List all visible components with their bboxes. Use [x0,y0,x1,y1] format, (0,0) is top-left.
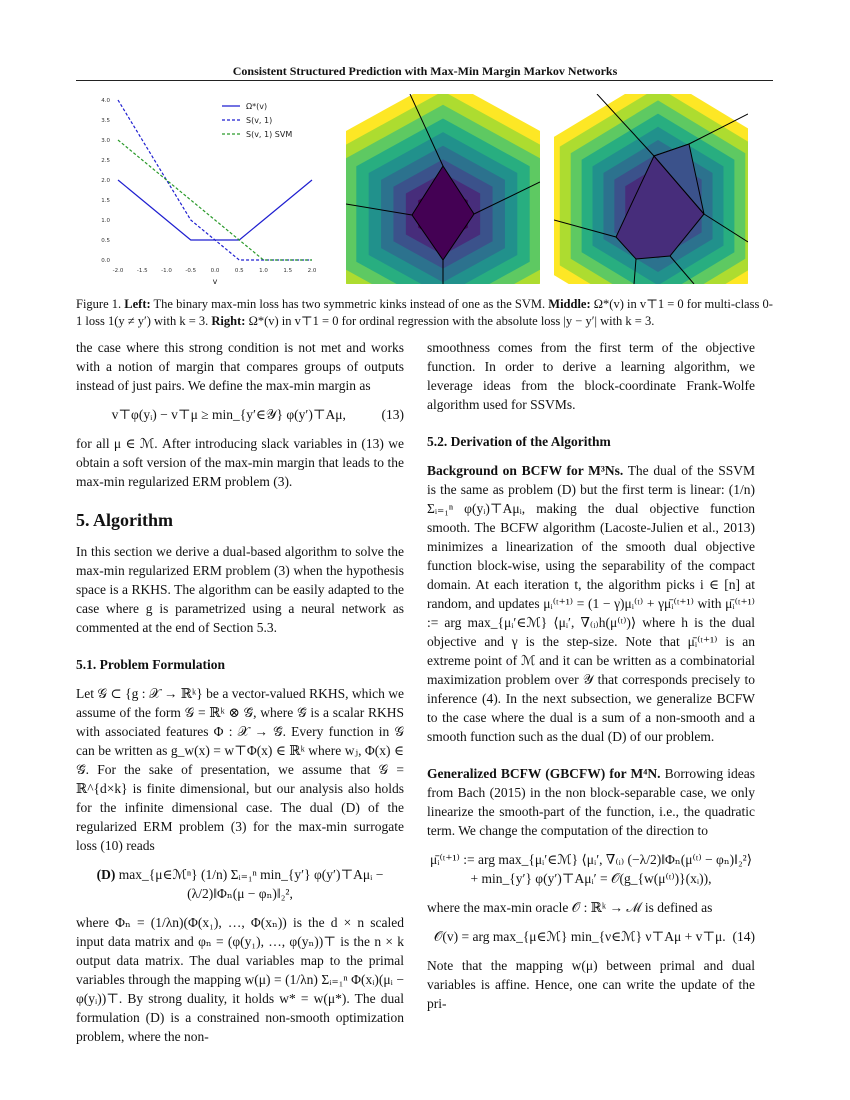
multiclass-omega-plot [346,94,540,284]
paragraph: smoothness comes from the first term of the objective function. In order to derive a learning algorithm, we leverage ideas from the block-coordinate Frank-Wolfe algorithm used for SSVMs. [427,340,755,412]
paragraph [427,461,755,746]
right-column [427,338,755,1013]
equation-body: max_{μ∈ℳⁿ} (1/n) Σᵢ₌₁ⁿ min_{y′} φ(y′)⊤Aμᵢ − (λ/2)‖Φₙ(μ − φₙ)‖₂², [118,867,384,901]
y-tick-label: 0.0 [101,258,110,264]
y-tick-label: 3.5 [101,118,110,124]
left-column [76,338,404,1046]
caption-right-label: Right: [211,314,246,328]
subsection-title: 5.2. Derivation of the Algorithm [427,434,611,449]
legend-label: S(v, 1) [246,116,273,125]
caption-left-text: The binary max-min loss has two symmetric kinks instead of one as the SVM. [153,297,546,311]
running-title: Consistent Structured Prediction with Max-Min Margin Markov Networks [232,64,618,78]
paragraph: where Φₙ = (1/λn)(Φ(x₁), …, Φ(xₙ)) is the d × n scaled input data matrix and φₙ = (φ(y₁), …, φ(yₙ))⊤ is the n × k output data matrix. The dual variables map to the primal variables through the mapping w(μ) = (1/λn) Σᵢ₌₁ⁿ Φ(xᵢ)(μᵢ − φ(yᵢ))⊤. By strong duality, it holds w* = w(μ*). The dual formulation (D) is a constrained non-smooth optimization problem, where the non- [76,915,404,1044]
x-tick-label: -1.0 [161,268,172,274]
equation-body: 𝒪(v) = arg max_{μ∈ℳ} min_{ν∈ℳ} ν⊤Aμ + v⊤μ. [433,929,726,944]
x-tick-label: -2.0 [112,268,124,274]
paragraph: the case where this strong condition is not met and works with a notion of margin that compares groups of outputs instead of just pairs. We define the max-min margin as [76,340,404,393]
series-line [118,100,312,260]
caption-left-label: Left: [124,297,151,311]
caption-middle-label: Middle: [548,297,591,311]
subsection-title: 5.1. Problem Formulation [76,657,225,672]
x-tick-label: -1.5 [136,268,148,274]
figure-caption [76,296,773,330]
x-tick-label: -0.5 [185,268,197,274]
equation-13 [76,405,404,424]
equation-line: μ̄ᵢ⁽ᵗ⁺¹⁾ := arg max_{μᵢ′∈ℳ} ⟨μᵢ′, ∇₍ᵢ₎ (−λ/2)‖Φₙ(μ⁽ᵗ⁾ − φₙ)‖₂²⟩ [430,852,752,867]
paragraph: where the max-min oracle 𝒪 : ℝᵏ → ℳ is defined as [427,900,713,915]
equation-14 [427,927,755,946]
series-line [118,180,312,240]
equation-line: + min_{y′} φ(y′)⊤Aμᵢ′ = 𝒪(g_{w(μ⁽ᵗ⁾)}(xᵢ)), [470,871,712,886]
caption-label: Figure 1. [76,297,122,311]
equation-number: (14) [732,929,755,944]
equation-gbcfw [427,850,755,888]
paragraph [427,764,755,840]
x-tick-label: 1.5 [283,268,293,274]
y-tick-label: 2.0 [101,178,110,184]
paragraph-heading: Generalized BCFW (GBCFW) for M⁴N. [427,766,661,781]
caption-middle-text: Ω*(v) in v⊤1 = 0 for multi-class 0-1 loss 1(y ≠ y′) with k = 3. [76,297,773,328]
x-tick-label: 0.5 [234,268,244,274]
y-tick-label: 3.0 [101,138,110,144]
y-tick-label: 0.5 [101,238,110,244]
legend-label: Ω*(v) [246,102,268,111]
series-line [118,140,312,260]
y-tick-label: 4.0 [101,98,110,104]
y-tick-label: 1.5 [101,198,110,204]
equation-body: v⊤φ(yᵢ) − v⊤μ ≥ min_{y′∈𝒴} φ(y′)⊤Aμ, [111,407,346,422]
y-tick-label: 1.0 [101,218,110,224]
legend-label: S(v, 1) SVM [246,130,293,139]
x-tick-label: 0.0 [210,268,220,274]
max-min-loss-chart [90,92,332,288]
section-title: 5. Algorithm [76,510,173,530]
y-tick-label: 2.5 [101,158,110,164]
paragraph-text: The dual of the SSVM is the same as problem (D) but the first term is linear: (1/n) Σᵢ₌₁ⁿ φ(yᵢ)⊤Aμᵢ, making the dual objective function smooth. The BCFW algorithm (Lacoste-Julien et al., 2013) minimizes a linearization of the smooth dual objective function block-wise, using the separability of the compact domain. At each iteration t, the algorithm picks i ∈ [n] at random, and updates μᵢ⁽ᵗ⁺¹⁾ = (1 − γ)μᵢ⁽ᵗ⁾ + γμ̄ᵢ⁽ᵗ⁺¹⁾ with μ̄ᵢ⁽ᵗ⁺¹⁾ := arg max_{μᵢ′∈ℳ} ⟨μᵢ′, ∇₍ᵢ₎h(μ⁽ᵗ⁾)⟩ where h is the dual objective and γ is the step-size. Note that μ̄ᵢ⁽ᵗ⁺¹⁾ is an extreme point of ℳ and it can be written as a combinatorial maximization problem over 𝒴 that corresponds precisely to inference (4). In the next subsection, we generalize BCFW to the case where the dual is a sum of a non-smooth and a smooth function such as the dual (D) of our problem. [427,463,755,744]
equation-number: (13) [381,407,404,422]
x-axis-label: v [212,277,218,286]
equation-label: (D) [96,867,116,882]
equation-dual [76,865,404,903]
x-tick-label: 1.0 [259,268,268,274]
plot-area [112,98,318,266]
header-rule [76,80,773,81]
paragraph: In this section we derive a dual-based algorithm to solve the max-min regularized ERM problem (3) when the hypothesis space is a RKHS. The algorithm can be easily adapted to the case where g is parametrized using a neural network as commented at the end of Section 5.3. [76,544,404,635]
caption-right-text: Ω*(v) in v⊤1 = 0 for ordinal regression with the absolute loss |y − y′| with k = 3. [248,314,655,328]
paragraph: Note that the mapping w(μ) between primal and dual variables is affine. Hence, one can write the update of the pri- [427,958,755,1011]
x-tick-label: 2.0 [307,268,317,274]
paragraph-text: Borrowing ideas from Bach (2015) in the non block-separable case, we only linearize the smooth-part of the function, i.e., the quadratic term. We change the computation of the direction to [427,766,756,838]
paragraph: Let 𝒢 ⊂ {g : 𝒳 → ℝᵏ} be a vector-valued RKHS, which we assume of the form 𝒢 = ℝᵏ ⊗ 𝒢̄, where 𝒢̄ is a scalar RKHS with associated features Φ : 𝒳 → 𝒢̄. Every function in 𝒢 can be written as g_w(x) = w⊤Φ(x) ∈ ℝᵏ where wⱼ, Φ(x) ∈ 𝒢̄. For the sake of presentation, we assume that 𝒢 = ℝ^{d×k} is finite dimensional, but our analysis also holds for the infinite dimensional case. The dual (D) of the regularized ERM problem (3) for the max-min surrogate loss (10) reads [76,686,404,853]
paragraph: for all μ ∈ ℳ. After introducing slack variables in (13) we obtain a soft version of the max-min margin that leads to the max-min regularized ERM problem (3). [76,436,404,489]
ordinal-omega-plot [554,94,748,284]
paragraph-heading: Background on BCFW for M³Ns. [427,463,624,478]
